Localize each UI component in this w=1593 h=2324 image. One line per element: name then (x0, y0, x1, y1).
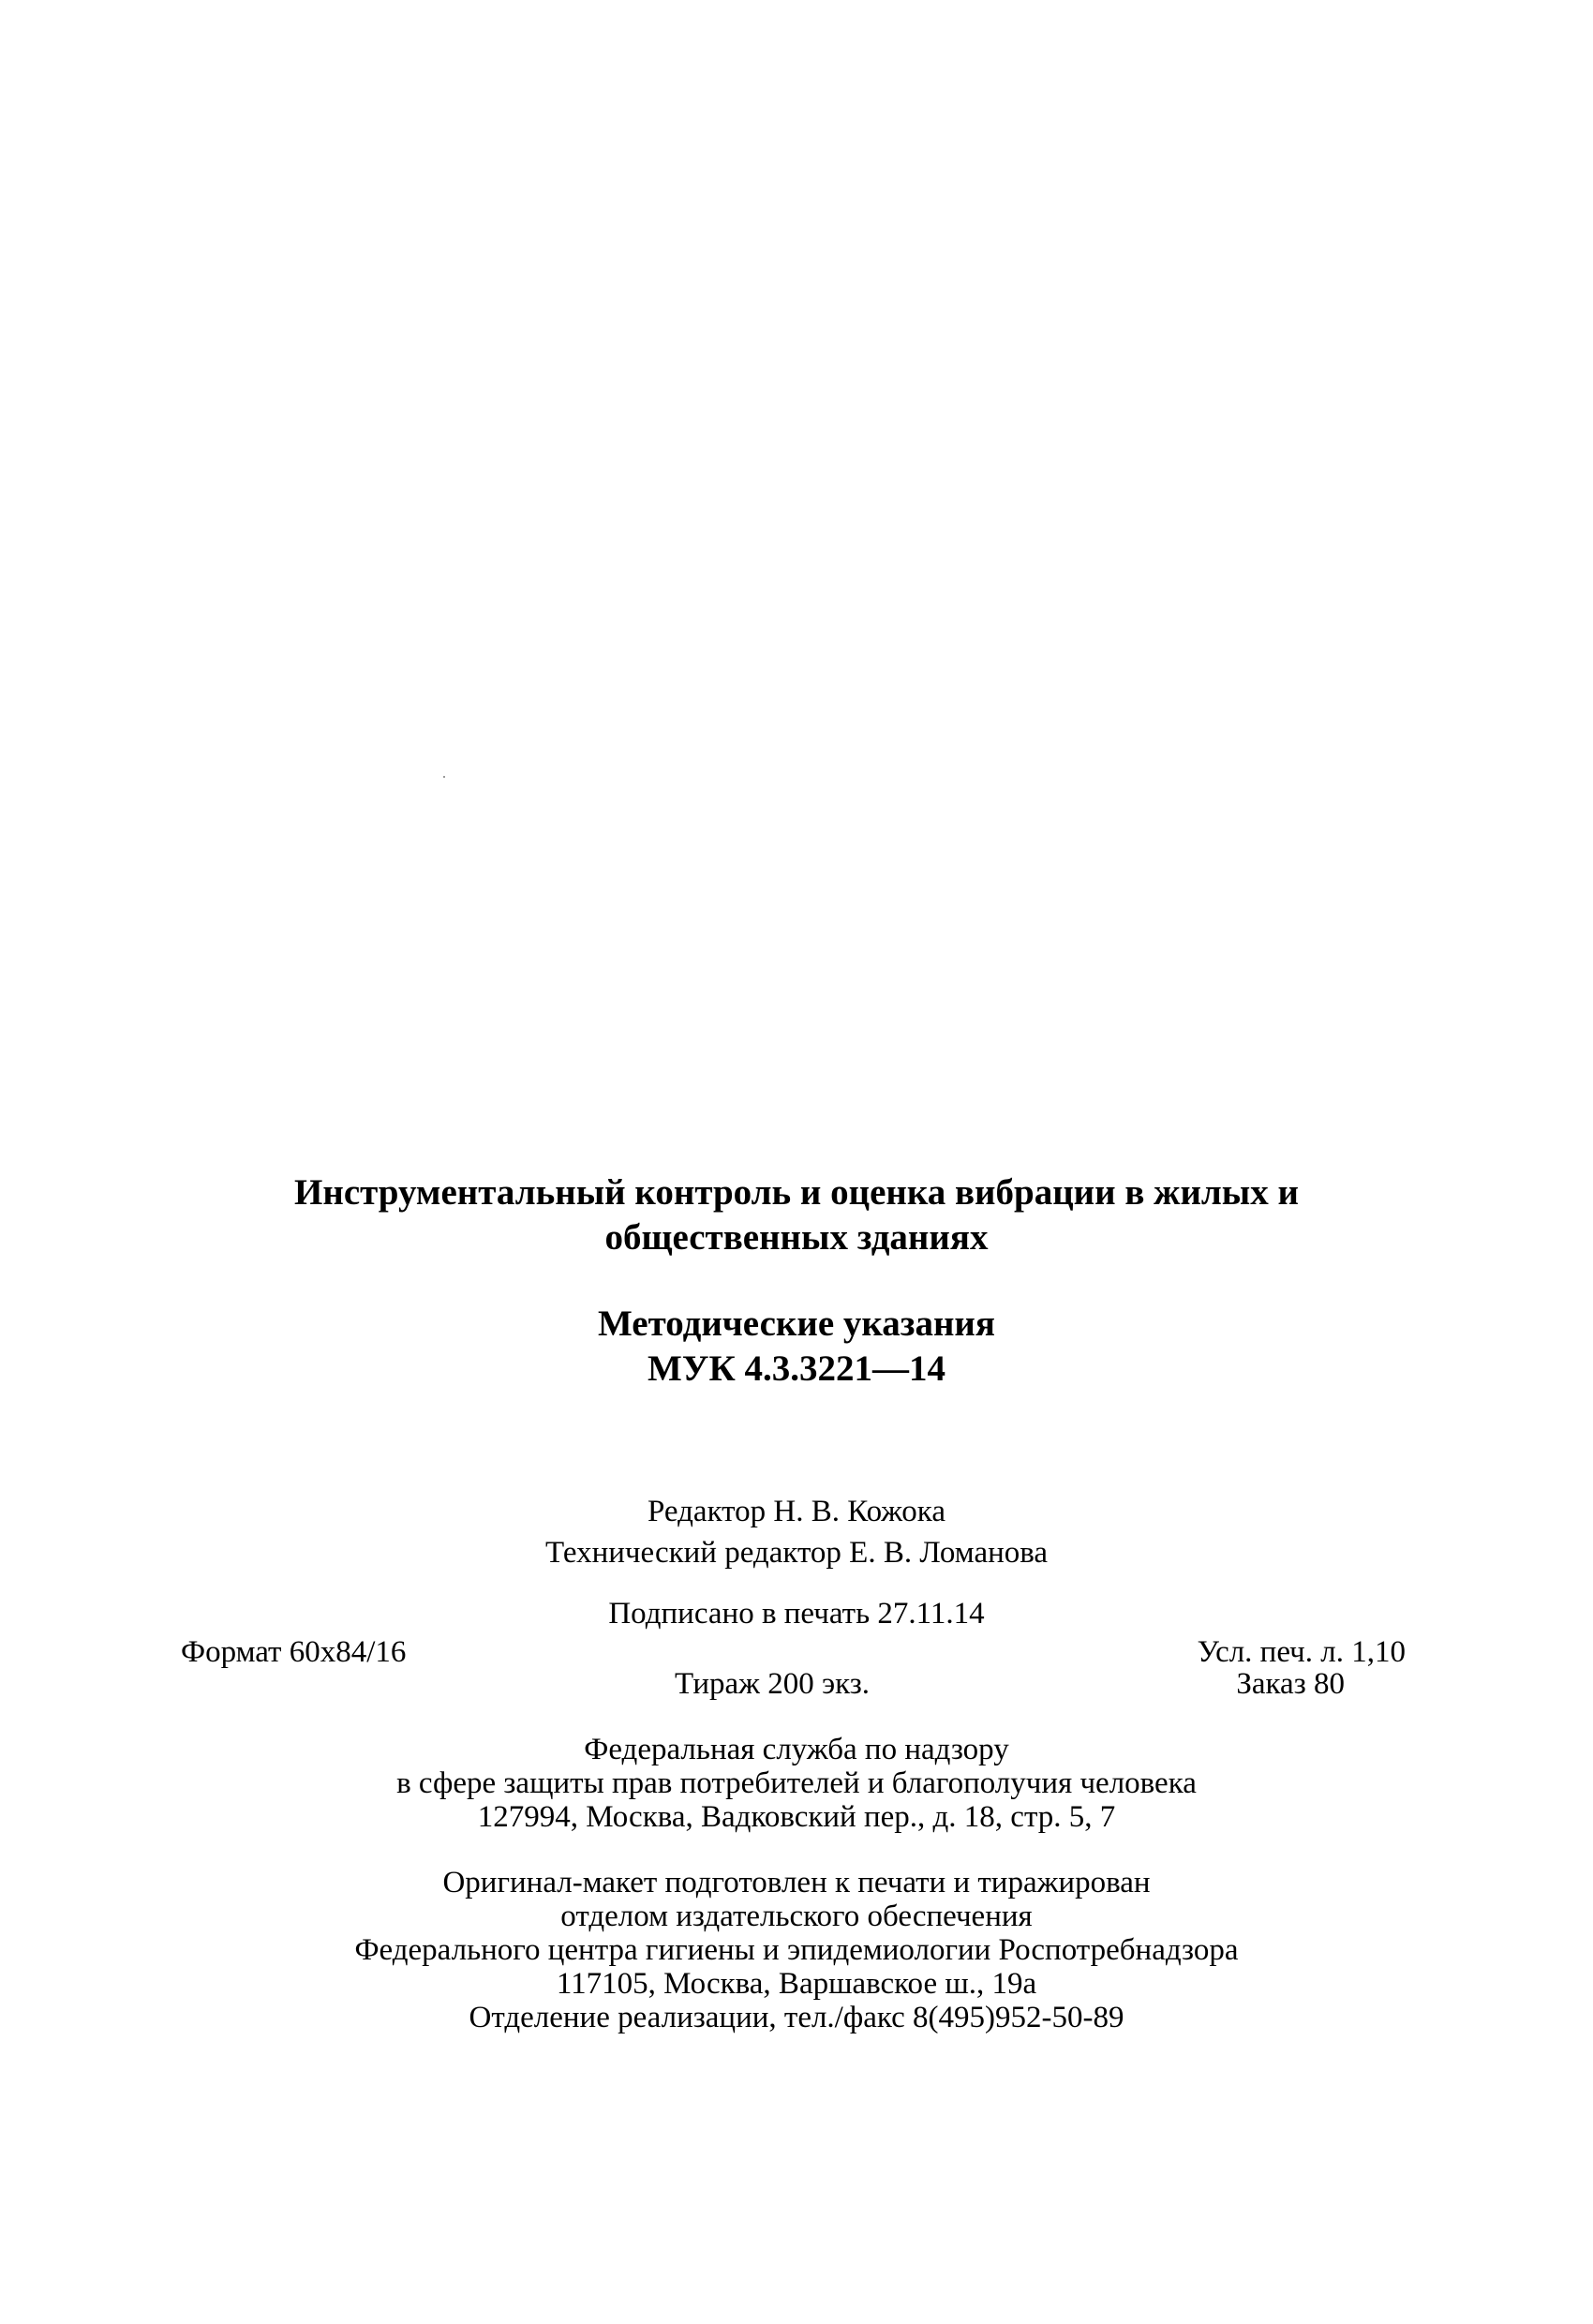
paper-format: Формат 60x84/16 (181, 1635, 407, 1669)
document-code: МУК 4.3.3221—14 (648, 1348, 945, 1389)
document-title-line-2: общественных зданиях (604, 1217, 989, 1258)
editor-credit: Редактор Н. В. Кожока (648, 1495, 945, 1528)
printer-line-1: Оригинал-макет подготовлен к печати и тиражирован (442, 1866, 1151, 1899)
sales-contact: Отделение реализации, тел./факс 8(495)952-50-89 (469, 2001, 1124, 2034)
printer-line-2: отделом издательского обеспечения (560, 1899, 1033, 1933)
printer-address: 117105, Москва, Варшавское ш., 19а (556, 1967, 1037, 2001)
publisher-line-2: в сфере защиты прав потребителей и благополучия человека (396, 1766, 1197, 1800)
printer-line-3: Федерального центра гигиены и эпидемиологии Роспотребнадзора (354, 1933, 1239, 1967)
publisher-line-1: Федеральная служба по надзору (584, 1733, 1009, 1766)
printed-sheets: Усл. печ. л. 1,10 (1197, 1635, 1406, 1669)
scan-speck (443, 776, 445, 778)
publisher-address: 127994, Москва, Вадковский пер., д. 18, стр. 5, 7 (477, 1800, 1116, 1834)
document-title-line-1: Инструментальный контроль и оценка вибрации в жилых и (294, 1172, 1299, 1213)
circulation: Тираж 200 экз. (675, 1667, 870, 1701)
signed-to-print: Подписано в печать 27.11.14 (608, 1597, 985, 1631)
order-number: Заказ 80 (1236, 1667, 1345, 1701)
document-type: Методические указания (597, 1304, 995, 1344)
tech-editor-credit: Технический редактор Е. В. Ломанова (544, 1536, 1049, 1570)
